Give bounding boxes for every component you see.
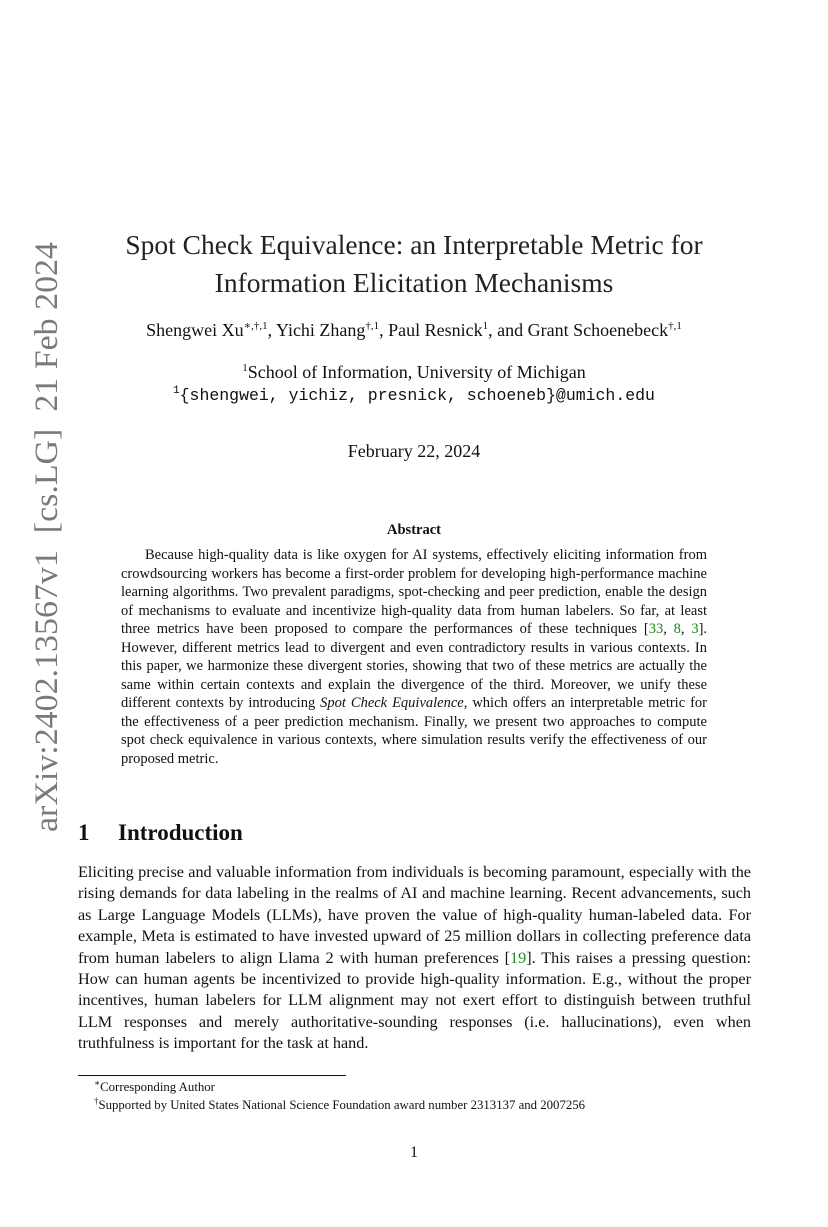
citation-link[interactable]: 8 — [673, 621, 681, 637]
author-separator: , and — [488, 320, 528, 340]
author-list — [0, 318, 828, 342]
author-marks: †,1 — [668, 320, 682, 332]
abstract-body — [121, 546, 707, 768]
footnote-2 — [94, 1097, 585, 1113]
affiliation-text: School of Information, University of Michigan — [247, 362, 586, 382]
section-heading — [78, 818, 678, 848]
author-separator: , — [379, 320, 389, 340]
email-addresses: {shengwei, yichiz, presnick, schoeneb}@umich.edu — [179, 386, 655, 405]
footnote-rule — [78, 1075, 346, 1076]
author-marks: ∗,†,1 — [243, 320, 268, 332]
citation-separator: , — [663, 621, 674, 637]
citation-link[interactable]: 3 — [691, 621, 699, 637]
author-separator: , — [267, 320, 276, 340]
abstract-text: ]. However, different metrics lead to divergent and even contradictory results in various contexts. In this paper, we harmonize these divergent stories, showing that two of these metrics are actually the same within certain contexts and explain the divergence of the third. Moreover, we unify these different contexts by introducing — [121, 621, 708, 711]
author-name: Grant Schoenebeck — [527, 320, 669, 340]
section-number: 1 — [78, 820, 90, 845]
affiliation-mark: 1 — [242, 362, 248, 374]
introduction-paragraph — [78, 862, 751, 1055]
author-marks: 1 — [482, 320, 489, 332]
abstract-text: Because high-quality data is like oxygen for AI systems, effectively eliciting information from crowdsourcing workers has become a first-order problem for developing high-performance machine learning algorithms. Two prevalent paradigms, spot-checking and peer prediction, enable the design of mechanisms to evaluate and incentivize high-quality data from human labelers. So far, at least three metrics have been proposed to compare the performances of these techniques [ — [121, 547, 707, 637]
footnote-mark: † — [94, 1096, 99, 1106]
author-name: Shengwei Xu — [146, 320, 244, 340]
abstract-heading: Abstract — [387, 522, 441, 538]
author-name: Yichi Zhang — [275, 320, 366, 340]
publication-date: February 22, 2024 — [347, 441, 481, 461]
footnote-text: Corresponding Author — [100, 1080, 215, 1094]
affiliation — [0, 360, 828, 384]
author-name: Paul Resnick — [388, 320, 483, 340]
email-mark: 1 — [173, 385, 180, 397]
abstract-text: , which offers an interpretable metric for the effectiveness of a peer prediction mechanism. Finally, we present two approaches to compute spot check equivalence in various contexts, where simulation results verify the effectiveness of our proposed metric. — [121, 695, 707, 767]
footnote-mark: ∗ — [94, 1078, 101, 1088]
paper-title — [0, 226, 828, 302]
arxiv-identifier: arXiv:2402.13567v1 [cs.LG] 21 Feb 2024 — [29, 258, 65, 832]
intro-text: Eliciting precise and valuable information from individuals is becoming paramount, especially with the rising demands for data labeling in the realms of AI and machine learning. Recent advancements, such as Large Language Models (LLMs), have proven the value of high-quality human-labeled data. For example, Meta is estimated to have invested upward of 25 million dollars in collecting preference data from human labelers to align Llama 2 with human preferences [ — [78, 863, 751, 967]
author-marks: †,1 — [365, 320, 380, 332]
citation-link[interactable]: 19 — [510, 948, 527, 967]
abstract-emphasis: Spot Check Equivalence — [320, 695, 464, 711]
footnote-text: Supported by United States National Science Foundation award number 2313137 and 2007256 — [98, 1098, 586, 1112]
page-number: 1 — [410, 1144, 418, 1161]
title-line-2: Information Elicitation Mechanisms — [214, 267, 614, 298]
email-line — [0, 384, 828, 408]
citation-separator: , — [680, 621, 692, 637]
title-line-1: Spot Check Equivalence: an Interpretable Metric for — [125, 229, 703, 260]
citation-link[interactable]: 33 — [648, 621, 664, 637]
footnote-1 — [94, 1079, 215, 1095]
intro-text: ]. This raises a pressing question: How can human agents be incentivized to provide high-quality information. E.g., without the proper incentives, human labelers for LLM alignment may not exert effort to distinguish between truthful LLM responses and merely authoritative-sounding responses (i.e. hallucinations), even when truthfulness is important for the task at hand. — [78, 948, 751, 1053]
section-title: Introduction — [118, 820, 243, 845]
